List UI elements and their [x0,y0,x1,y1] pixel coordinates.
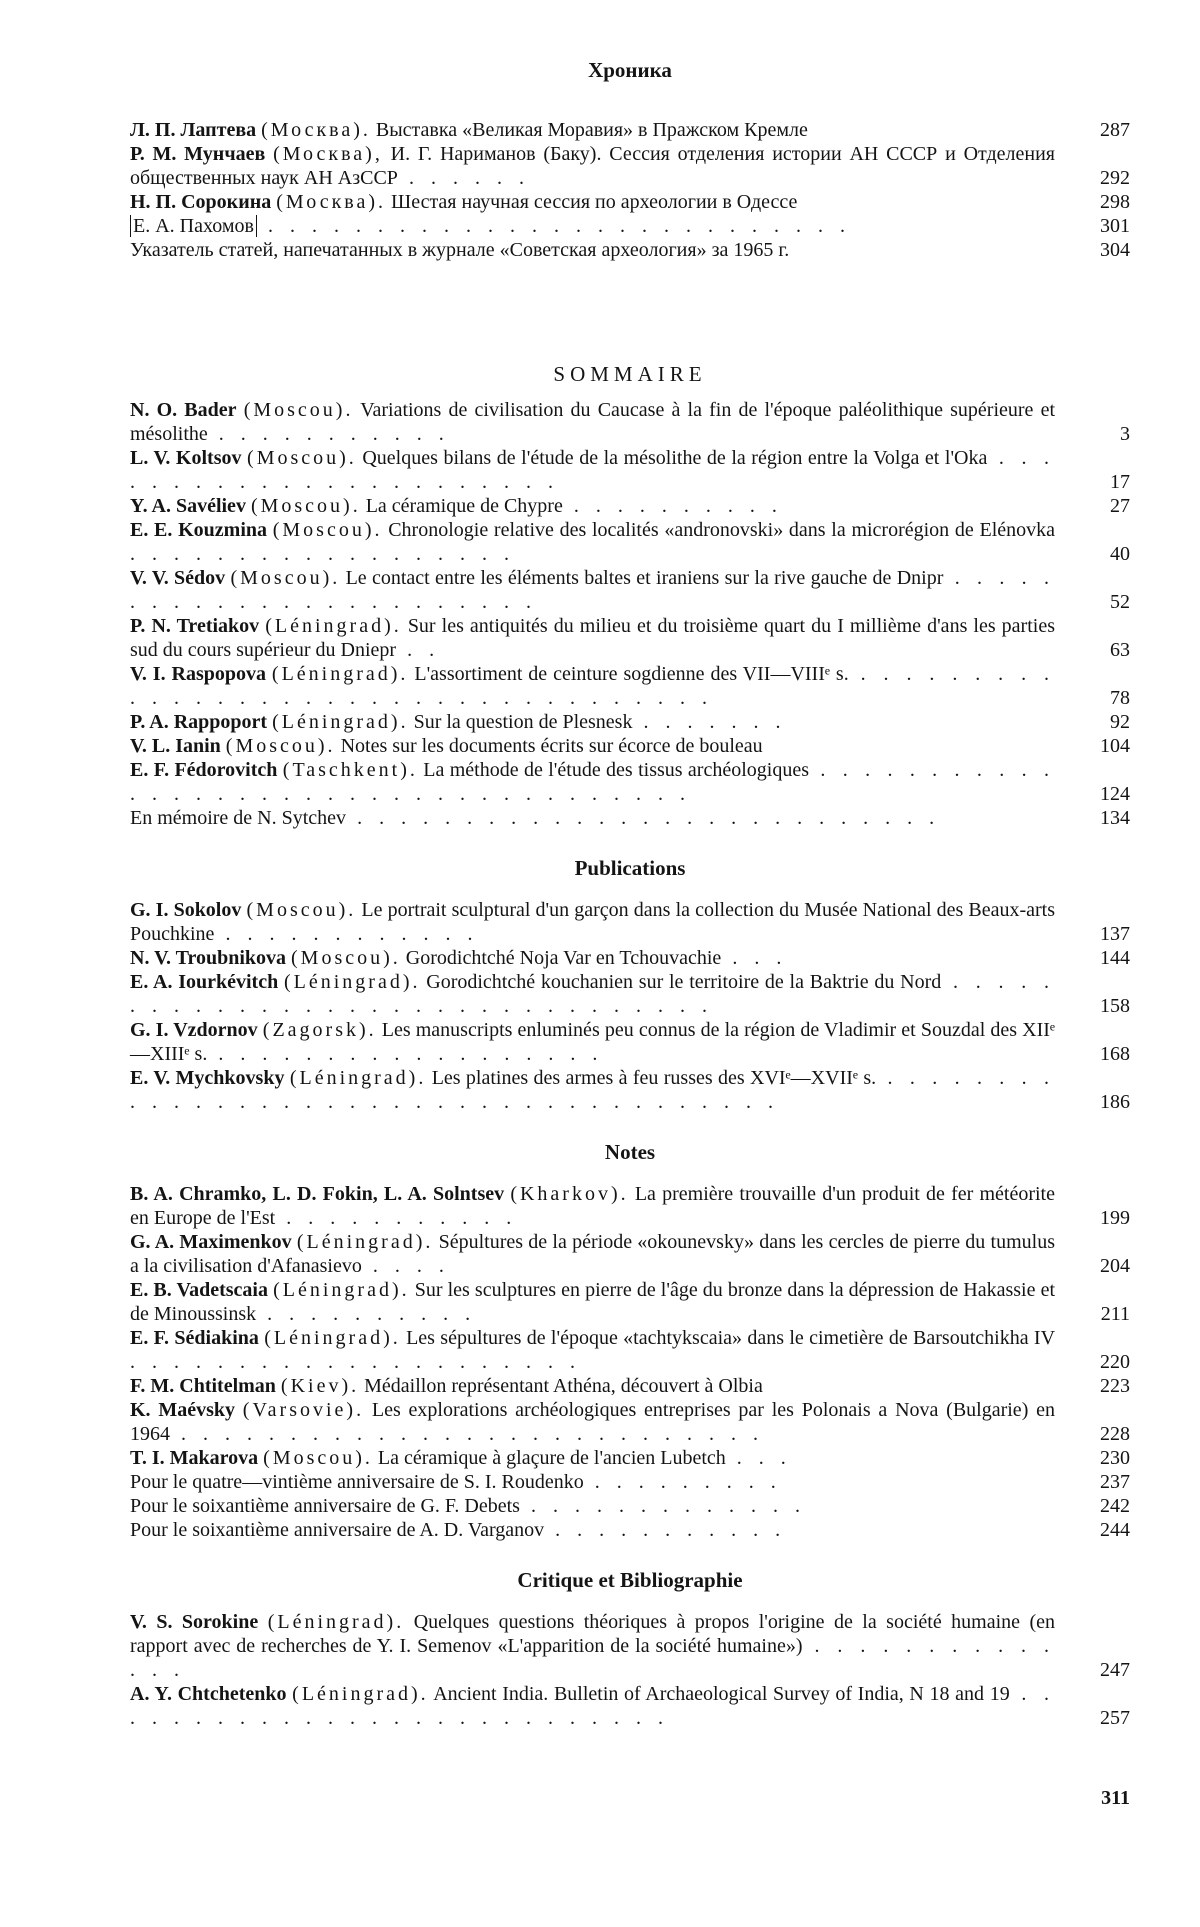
entry-body [130,446,1055,494]
entry-body [130,190,1055,214]
entry-body [130,946,1055,970]
entry-location: (Léningrad). [296,1231,434,1253]
publications-list [130,898,1130,1114]
entry-author: Н. П. Сорокина [130,191,272,213]
entry-location: (Moscou). [263,1447,373,1469]
entry-body [130,1278,1055,1326]
entry-page-number: 158 [1100,995,1130,1017]
contents-page [130,58,1130,1730]
entry-body [130,118,1055,142]
toc-entry [130,446,1130,494]
entry-page-number: 204 [1100,1255,1130,1277]
toc-entry [130,142,1130,190]
entry-location: (Moscou). [243,399,354,421]
entry-page-number: 199 [1100,1207,1130,1229]
toc-entry [130,1682,1130,1730]
entry-location: (Moscou). [246,899,357,921]
entry-location: (Léningrad). [271,663,409,685]
entry-title: Pour le soixantième anniversaire de G. F. Debets [130,1495,520,1517]
entry-body [130,214,1055,238]
entry-author: V. I. Raspopova [130,663,266,685]
entry-body [130,1326,1055,1374]
entry-leaders: . . . . . . . . . [583,1471,782,1493]
toc-entry [130,1518,1130,1542]
entry-author: F. M. Chtitelman [130,1375,276,1397]
entry-page-number: 230 [1100,1447,1130,1469]
entry-location: (Moscou). [291,947,401,969]
entry-page-number: 292 [1100,167,1130,189]
entry-location: (Moscou). [247,447,357,469]
entry-author: V. S. Sorokine [130,1611,259,1633]
entry-body [130,1066,1055,1114]
toc-entry [130,1470,1130,1494]
entry-author: N. O. Bader [130,399,237,421]
entry-body [130,1398,1055,1446]
toc-entry [130,758,1130,806]
entry-body [130,806,1055,830]
entry-page-number: 237 [1100,1471,1130,1493]
entry-title: И. Г. Нариманов (Баку). Сессия отделения истории АН СССР и Отделения общественных наук АН АзССР [130,143,1056,189]
entry-leaders: . . . . . . . . . . . [544,1519,787,1541]
entry-body [130,734,1055,758]
entry-body [130,1494,1055,1518]
toc-entry [130,1018,1130,1066]
toc-entry [130,1494,1130,1518]
entry-location: (Москва). [261,119,371,141]
section-title-critique: Critique et Bibliographie [517,1568,743,1592]
entry-body [130,758,1055,806]
entry-location: (Léningrad). [267,1611,405,1633]
entry-leaders: . . . . . . . . . . . . . . . . . . [207,1043,604,1065]
entry-page-number: 92 [1110,711,1130,733]
entry-body [130,238,1055,262]
entry-body [130,142,1055,190]
entry-leaders: . . . . . . . . . . . . . . . . . . . . . . . . . . . [256,215,851,237]
toc-entry [130,946,1130,970]
entry-page-number: 228 [1100,1423,1130,1445]
toc-entry [130,970,1130,1018]
entry-location: (Taschkent). [282,759,418,781]
entry-title: Quelques questions théoriques à propos l'origine de la société humaine (en rapport avec de recherches de Y. I. Semenov «L'apparition de la société humaine») [130,1611,1056,1657]
entry-location: (Moscou). [230,567,341,589]
entry-leaders: . . . . . . . . . . . . . . . . . . . . . . . [130,447,1056,493]
toc-entry [130,1066,1130,1114]
entry-location: (Léningrad). [273,1279,410,1301]
entry-leaders: . . . . . . . . . . . . . . . . . . . . . . . . . . . [170,1423,764,1445]
toc-entry [130,1278,1130,1326]
entry-title: Pour le quatre—vintième anniversaire de S. I. Roudenko [130,1471,584,1493]
entry-title: Ancient India. Bulletin of Archaeological Survey of India, N 18 and 19 [433,1683,1010,1705]
entry-author: E. E. Kouzmina [130,519,268,541]
entry-location: (Léningrad). [272,711,409,733]
toc-entry [130,734,1130,758]
toc-entry [130,1398,1130,1446]
entry-title: Sur les antiquités du milieu et du troisième quart du I millième d'ans les parties sud du cours supérieur du Dniepr [130,615,1055,661]
entry-author: G. A. Maximenkov [130,1231,292,1253]
entry-leaders: . . . . . . . . . . . . . . . . . . [130,543,515,565]
entry-location: (Москва). [276,191,387,213]
entry-page-number: 287 [1100,119,1130,141]
entry-title: Sépultures de la période «okounevsky» dans les cercles de pierre du tumulus a la civilisation d'Afanasievo [130,1231,1056,1277]
entry-author: E. A. Iourkévitch [130,971,279,993]
entry-title: Médaillon représentant Athéna, découvert à Olbia [364,1375,763,1397]
toc-entry [130,214,1130,238]
entry-author: T. I. Makarova [130,1447,259,1469]
entry-location: (Léningrad). [283,971,421,993]
entry-page-number: 220 [1100,1351,1130,1373]
entry-title: Les explorations archéologiques entreprises par les Polonais a Nova (Bulgarie) en 1964 [130,1399,1056,1445]
entry-body [130,1182,1055,1230]
entry-page-number: 257 [1100,1707,1130,1729]
entry-title: La méthode de l'étude des tissus archéologiques [423,759,809,781]
section-title-sommaire: SOMMAIRE [553,362,707,386]
entry-page-number: 27 [1110,495,1130,517]
entry-title: Le portrait sculptural d'un garçon dans la collection du Musée National des Beaux-arts Pouchkine [130,899,1056,945]
entry-location: (Moscou). [272,519,383,541]
section-title-publications: Publications [574,856,686,880]
entry-title: Gorodichtché Noja Var en Tchouvachie [405,947,722,969]
entry-page-number: 247 [1100,1659,1130,1681]
entry-body [130,1682,1055,1730]
toc-entry [130,1374,1130,1398]
entry-page-number: 168 [1100,1043,1130,1065]
entry-leaders: . . . . . . . . . . . . . . . . . . . . . . . . . . . . . . . . [130,971,1056,1017]
entry-body [130,614,1055,662]
toc-entry [130,898,1130,946]
entry-title: Quelques bilans de l'étude de la mésolithe de la région entre la Volga et l'Oka [362,447,988,469]
entry-leaders: . . . . . . . [632,711,787,733]
entry-page-number: 40 [1110,543,1130,565]
chronika-list [130,118,1130,262]
toc-entry [130,190,1130,214]
entry-page-number: 244 [1100,1519,1130,1541]
entry-body [130,898,1055,946]
entry-author: G. I. Vzdornov [130,1019,258,1041]
entry-leaders: . . . . . . . . . . . . . . . . . . . . . . . . . . . [130,1683,1056,1729]
entry-author: E. F. Sédiakina [130,1327,259,1349]
entry-leaders: . . . . . . . . . . . . . . . . . . . . . . . . . . . . . . . . . . . . . . [130,1067,1056,1113]
toc-entry [130,518,1130,566]
toc-entry [130,1182,1130,1230]
entry-author: V. V. Sédov [130,567,226,589]
entry-location: (Varsovie). [242,1399,365,1421]
entry-leaders: . . . . . . . . . . . [275,1207,518,1229]
entry-body [130,518,1055,566]
entry-body [130,494,1055,518]
entry-title: Les sépultures de l'époque «tachtykscaia» dans le cimetière de Barsoutchikha IV [406,1327,1056,1349]
entry-page-number: 134 [1100,807,1130,829]
entry-page-number: 304 [1100,239,1130,261]
entry-author: P. N. Tretiakov [130,615,260,637]
entry-leaders: . . . . . . . . . . [562,495,783,517]
section-title-chronika: Хроника [588,58,672,82]
entry-page-number: 144 [1100,947,1130,969]
entry-location: (Moscou). [250,495,361,517]
entry-author: P. A. Rappoport [130,711,268,733]
entry-leaders: . . . [721,947,788,969]
entry-title: La céramique de Chypre [365,495,563,517]
entry-title: Le contact entre les éléments baltes et iraniens sur la rive gauche de Dnipr [345,567,944,589]
entry-page-number: 104 [1100,735,1130,757]
entry-author: A. Y. Chtchetenko [130,1683,287,1705]
entry-leaders: . . [396,639,441,661]
entry-title: Variations de civilisation du Caucase à la fin de l'époque paléolithique supérieure et mésolithe [130,399,1056,445]
entry-leaders: . . . . . . . . . . . . . . . . . . . . . . . . . . . . . . . . . . . . [130,663,1056,709]
entry-title: Выставка «Великая Моравия» в Пражском Кремле [375,119,808,141]
critique-list [130,1610,1130,1730]
entry-page-number: 3 [1120,423,1130,445]
entry-title: Notes sur les documents écrits sur écorce de bouleau [340,735,763,757]
toc-entry [130,566,1130,614]
toc-entry [130,238,1130,262]
entry-body [130,710,1055,734]
entry-title: Pour le soixantième anniversaire de A. D. Varganov [130,1519,545,1541]
entry-leaders: . . . . . . . . . . . . . . . . . . . . . . . . . . . [346,807,941,829]
entry-leaders: . . . . . . . . . . . . . . . . . . . . . . . . . . . . . . . . . . . . . [130,759,1056,805]
entry-author: K. Maévsky [130,1399,235,1421]
toc-entry [130,494,1130,518]
toc-entry [130,710,1130,734]
entry-location: (Kiev). [280,1375,360,1397]
entry-author: Р. М. Мунчаев [130,143,266,165]
entry-leaders: . . . . . . . . . . . . . . . . . . . . . . . . [130,567,1055,613]
entry-leaders: . . . . . . . . . . . . . [519,1495,806,1517]
entry-leaders: . . . . . . . . . . [256,1303,477,1325]
entry-leaders: . . . . . . . . . . . [207,423,450,445]
entry-leaders: . . . [725,1447,792,1469]
entry-title: Gorodichtché kouchanien sur le territoire de la Baktrie du Nord [426,971,942,993]
entry-author: L. V. Koltsov [130,447,242,469]
entry-leaders: . . . . . . . . . . . . [214,923,479,945]
entry-title: Указатель статей, напечатанных в журнале «Советская археология» за 1965 г. [130,239,790,261]
entry-leaders: . . . . [361,1255,450,1277]
entry-page-number: 124 [1100,783,1130,805]
sommaire-list [130,398,1130,830]
entry-author: G. I. Sokolov [130,899,242,921]
entry-author: E. V. Mychkovsky [130,1067,285,1089]
toc-entry [130,1446,1130,1470]
entry-body [130,566,1055,614]
entry-page-number: 63 [1110,639,1130,661]
entry-body [130,1470,1055,1494]
entry-page-number: 242 [1100,1495,1130,1517]
entry-body [130,1518,1055,1542]
entry-body [130,1230,1055,1278]
entry-page-number: 301 [1100,215,1130,237]
entry-location: (Zagorsk). [262,1019,377,1041]
entry-leaders: . . . . . . . . . . . . . . . . . . . . . [130,1351,581,1373]
toc-entry [130,1230,1130,1278]
entry-page-number: 211 [1100,1303,1130,1325]
entry-page-number: 298 [1100,191,1130,213]
entry-page-number: 78 [1110,687,1130,709]
entry-body [130,1610,1055,1682]
entry-title: La première trouvaille d'un produit de fer météorite en Europe de l'Est [130,1183,1055,1229]
entry-title: L'assortiment de ceinture sogdienne des VII—VIIIᵉ s. [414,663,849,685]
entry-location: (Léningrad). [292,1683,429,1705]
entry-title: Les platines des armes à feu russes des XVIᵉ—XVIIᵉ s. [431,1067,877,1089]
entry-page-number: 186 [1100,1091,1130,1113]
entry-title: Шестая научная сессия по археологии в Одессе [391,191,798,213]
entry-body [130,398,1055,446]
entry-author: N. V. Troubnikova [130,947,287,969]
toc-entry [130,1326,1130,1374]
entry-title: Chronologie relative des localités «andronovski» dans la microrégion de Elénovka [388,519,1056,541]
entry-page-number: 17 [1110,471,1130,493]
page-folio: 311 [1101,1787,1130,1809]
entry-location: (Kharkov). [510,1183,629,1205]
entry-location: (Москва), [273,143,383,165]
toc-entry [130,118,1130,142]
entry-body [130,1018,1055,1066]
toc-entry [130,614,1130,662]
toc-entry [130,662,1130,710]
entry-title: Е. А. Пахомов [130,215,257,237]
entry-page-number: 137 [1100,923,1130,945]
entry-title: En mémoire de N. Sytchev [130,807,347,829]
notes-list [130,1182,1130,1542]
entry-location: (Moscou). [225,735,336,757]
entry-leaders: . . . . . . [397,167,530,189]
entry-location: (Léningrad). [264,1327,401,1349]
entry-title: La céramique à glaçure de l'ancien Lubetch [377,1447,726,1469]
entry-leaders: . . . . . . . . . . . . . . [130,1635,1055,1681]
entry-author: Y. A. Savéliev [130,495,246,517]
entry-body [130,1446,1055,1470]
entry-location: (Léningrad). [289,1067,427,1089]
entry-title: Sur les sculptures en pierre de l'âge du bronze dans la dépression de Hakassie et de Minoussinsk [130,1279,1056,1325]
entry-title: Sur la question de Plesnesk [413,711,633,733]
entry-author: Л. П. Лаптева [130,119,257,141]
entry-author: B. A. Chramko, L. D. Fokin, L. A. Solntsev [130,1183,505,1205]
toc-entry [130,398,1130,446]
entry-author: E. B. Vadetscaia [130,1279,268,1301]
entry-author: E. F. Fédorovitch [130,759,278,781]
entry-body [130,970,1055,1018]
toc-entry [130,1610,1130,1682]
entry-title: Les manuscripts enluminés peu connus de la région de Vladimir et Souzdal des XIIᵉ—XIIIᵉ s. [130,1019,1056,1065]
section-title-notes: Notes [604,1140,656,1164]
entry-body [130,1374,1055,1398]
entry-page-number: 223 [1100,1375,1130,1397]
toc-entry [130,806,1130,830]
entry-author: V. L. Ianin [130,735,221,757]
entry-body [130,662,1055,710]
entry-location: (Léningrad). [265,615,402,637]
entry-page-number: 52 [1110,591,1130,613]
